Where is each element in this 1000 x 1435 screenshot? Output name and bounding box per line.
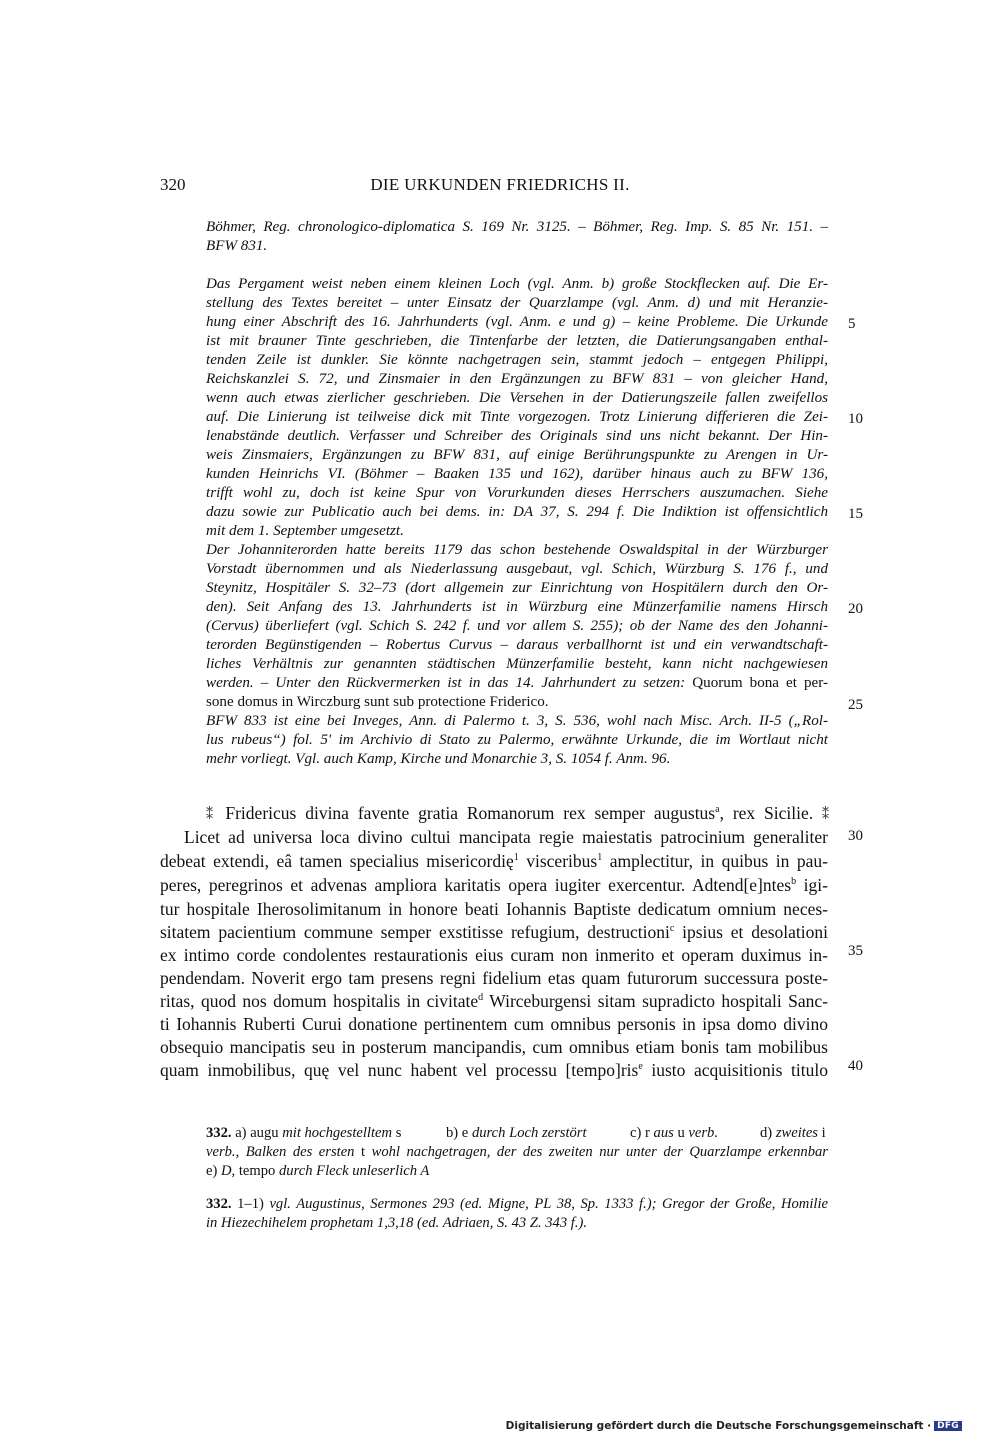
margin-number: 20	[848, 601, 863, 617]
text-line: tur hospitale Iherosolimitanum in honore beati Iohannis Baptiste dedicatum omnium neces-	[160, 899, 828, 919]
apparatus-text: werden. – Unter den Rückvermerken ist in das 14. Jahrhundert zu setzen:	[206, 675, 686, 691]
apparatus-line: liches Verhältnis zur genannten städtischen Münzerfamilie besteht, kann nicht nachgewiesen	[206, 656, 828, 672]
text-part: Wirceburgensi sitam supradicto hospitali Sanc-	[483, 991, 828, 1011]
apparatus-line: stellung des Textes bereitet – unter Einsatz der Quarzlampe (vgl. Anm. d) und mit Heranzie-	[206, 295, 828, 311]
footnote-sources-line: in Hiezechihelem prophetam 1,3,18 (ed. Adriaen, S. 43 Z. 343 f.).	[206, 1215, 588, 1231]
apparatus-line: den). Seit Anfang des 13. Jahrhunderts ist in Würzburg eine Münzerfamilie namens Hirsch	[206, 599, 828, 615]
text-part: visceribus	[518, 851, 598, 871]
apparatus-line: wenn auch etwas zierlicher geschrieben. Die Versehen in der Datierungszeile fallen zweifellos	[206, 390, 828, 406]
apparatus-line: terorden Begünstigenden – Robertus Curvus – daraus verballhornt ist und ein verwandtschaft-	[206, 637, 828, 653]
text-part: peres, peregrinos et advenas ampliora karitatis opera iugiter exercentur. Adtend[e]ntes	[160, 875, 792, 895]
apparatus-line	[206, 674, 828, 693]
apparatus-line: auf. Die Linierung ist teilweise dick mit Tinte vorgezogen. Trotz Linierung differieren die Zei-	[206, 409, 828, 425]
apparatus-line: trifft wohl zu, doch ist keine Spur von Vorurkunden dieses Herrschers auszumachen. Siehe	[206, 485, 828, 501]
text-part: quam inmobilibus, quę vel nunc habent vel processu [tempo]ris	[160, 1060, 639, 1080]
footnote-c: c) r aus u verb.	[630, 1125, 718, 1141]
text-part: amplectitur, in quibus in pau-	[602, 851, 828, 871]
footnote-d: d) zweites i	[760, 1125, 826, 1141]
intitulatio-text: Fridericus divina favente gratia Romanorum rex semper augustus	[225, 803, 716, 823]
text-line	[160, 920, 828, 944]
apparatus-line: mehr vorliegt. Vgl. auch Kamp, Kirche und Monarchie 3, S. 1054 f. Anm. 96.	[206, 751, 671, 767]
text-part: ipsius et desolationi	[674, 922, 828, 942]
margin-number: 10	[848, 411, 863, 427]
apparatus-line: tenden Zeile ist dunkler. Sie könnte nachgetragen sein, stammt jedoch – entgegen Philippi,	[206, 352, 828, 368]
apparatus-line: BFW 833 ist eine bei Inveges, Ann. di Palermo t. 3, S. 536, wohl nach Misc. Arch. II-5 („Rol-	[206, 713, 828, 729]
apparatus-line	[206, 693, 828, 712]
apparatus-line: hung einer Abschrift des 16. Jahrhunderts (vgl. Anm. e und g) – keine Probleme. Die Urkunde	[206, 314, 828, 330]
ornament-icon: ⁑	[206, 808, 217, 823]
credit-text: Digitalisierung gefördert durch die Deutsche Forschungsgemeinschaft ·	[505, 1420, 932, 1432]
text-part: debeat extendi, eâ tamen specialius misericordię	[160, 851, 514, 871]
intitulatio-text: , rex Sicilie.	[719, 803, 814, 823]
margin-number: 40	[848, 1058, 863, 1074]
text-part: iusto acquisitionis titulo	[642, 1060, 828, 1080]
footnote-variants-line	[206, 1124, 828, 1143]
document-number: 332.	[206, 1196, 232, 1212]
footnote-sources-line: 332. 1–1) vgl. Augustinus, Sermones 293 (ed. Migne, PL 38, Sp. 1333 f.); Gregor der Große, Homilie	[206, 1196, 828, 1212]
apparatus-line: BFW 831.	[206, 238, 268, 254]
text-line	[160, 989, 828, 1013]
text-part: ritas, quod nos domum hospitalis in civitate	[160, 991, 479, 1011]
text-line: ex intimo corde condolentes restaurationis eius curam non inmerito et operam duximus in-	[160, 945, 828, 965]
text-part: sitatem pacientium commune semper exstitisse refugium, destructioni	[160, 922, 670, 942]
footer-credit	[506, 1420, 962, 1432]
dorsal-note: Quorum bona et per-	[692, 675, 828, 691]
apparatus-line: Der Johanniterorden hatte bereits 1179 das schon bestehende Oswaldspital in der Würzburger	[206, 542, 828, 558]
apparatus-line: Böhmer, Reg. chronologico-diplomatica S. 169 Nr. 3125. – Böhmer, Reg. Imp. S. 85 Nr. 151. –	[206, 219, 828, 235]
margin-number: 35	[848, 943, 863, 959]
footnote-variants-line: verb., Balken des ersten t wohl nachgetragen, der des zweiten nur unter der Quarzlampe erkennbar	[206, 1144, 828, 1160]
apparatus-line: lenabstände deutlich. Verfasser und Schreiber des Originals sind uns nicht bekannt. Der Hin-	[206, 428, 828, 444]
text-line: ti Iohannis Ruberti Curui donatione pertinentem cum omnibus personis in ipsa domo divino	[160, 1014, 828, 1034]
ornament-icon: ⁑	[822, 808, 829, 823]
apparatus-line: Vorstadt übernommen und als Niederlassung ausgebaut, vgl. Schich, Würzburg S. 176 f., und	[206, 561, 828, 577]
text-line: pendendam. Noverit ergo tam presens regni fidelium etas quam futurorum successura poste-	[160, 968, 828, 988]
source-marker: 1	[597, 852, 603, 864]
text-line	[160, 1058, 828, 1082]
apparatus-line: lus rubeus“) fol. 5' im Archivio di Stato zu Palermo, erwähnte Urkunde, die im Wortlaut nicht	[206, 732, 828, 748]
apparatus-line: mit dem 1. September umgesetzt.	[206, 523, 404, 539]
source-marker: 1	[513, 852, 519, 864]
apparatus-line: (Cervus) überliefert (vgl. Schich S. 242 f. und vor allem S. 255); ob der Name des den Johanni-	[206, 618, 828, 634]
variant-marker: e	[638, 1061, 643, 1073]
footnote-a: a) augu mit hochgestelltem s	[235, 1125, 402, 1141]
dorsal-note: sone domus in Wirczburg sunt sub protectione Friderico.	[206, 694, 549, 710]
margin-number: 25	[848, 697, 863, 713]
footnote-b: b) e durch Loch zerstört	[446, 1125, 587, 1141]
apparatus-line: weis Zinsmaiers, Ergänzungen zu BFW 831, auf einige Berührungspunkte zu Arengen in Ur-	[206, 447, 828, 463]
apparatus-line: Das Pergament weist neben einem kleinen Loch (vgl. Anm. b) große Stockflecken auf. Die Er-	[206, 276, 828, 292]
apparatus-line: dazu sowie zur Publicatio auch bei dems. in: DA 37, S. 294 f. Die Indiktion ist offensichtlich	[206, 504, 828, 520]
apparatus-line: ist mit brauner Tinte geschrieben, die Tintenfarbe der letzten, die Datierungsangaben enthal-	[206, 333, 828, 349]
running-title: DIE URKUNDEN FRIEDRICHS II.	[370, 175, 630, 194]
variant-marker: d	[478, 992, 484, 1004]
variant-marker: a	[715, 804, 720, 816]
footnote-variants-line: e) D, tempo durch Fleck unleserlich A	[206, 1163, 430, 1179]
apparatus-line: Reichskanzlei S. 72, und Zinsmaier in den Ergänzungen zu BFW 831 – von gleicher Hand,	[206, 371, 828, 387]
variant-marker: b	[791, 876, 797, 888]
text-part: igi-	[796, 875, 828, 895]
variant-marker: c	[669, 923, 675, 935]
intitulatio	[206, 801, 828, 828]
dfg-logo-icon: DFG	[934, 1421, 962, 1431]
document-number: 332.	[206, 1125, 232, 1141]
apparatus-line: Steynitz, Hospitäler S. 32–73 (dort allgemein zur Einrichtung von Hospitälern durch den Or-	[206, 580, 828, 596]
text-line	[160, 849, 828, 873]
text-line: obsequio mancipatis seu in posterum mancipandis, cum omnibus etiam bonis tam mobilibus	[160, 1037, 828, 1057]
margin-number: 5	[848, 316, 856, 332]
margin-number: 30	[848, 828, 863, 844]
apparatus-line: kunden Heinrichs VI. (Böhmer – Baaken 135 und 162), darüber hinaus auch zu BFW 136,	[206, 466, 828, 482]
text-line	[160, 873, 828, 897]
page-number: 320	[160, 175, 186, 194]
margin-number: 15	[848, 506, 863, 522]
text-line: Licet ad universa loca divino cultui mancipata regie maiestatis patrocinium generaliter	[184, 827, 828, 847]
